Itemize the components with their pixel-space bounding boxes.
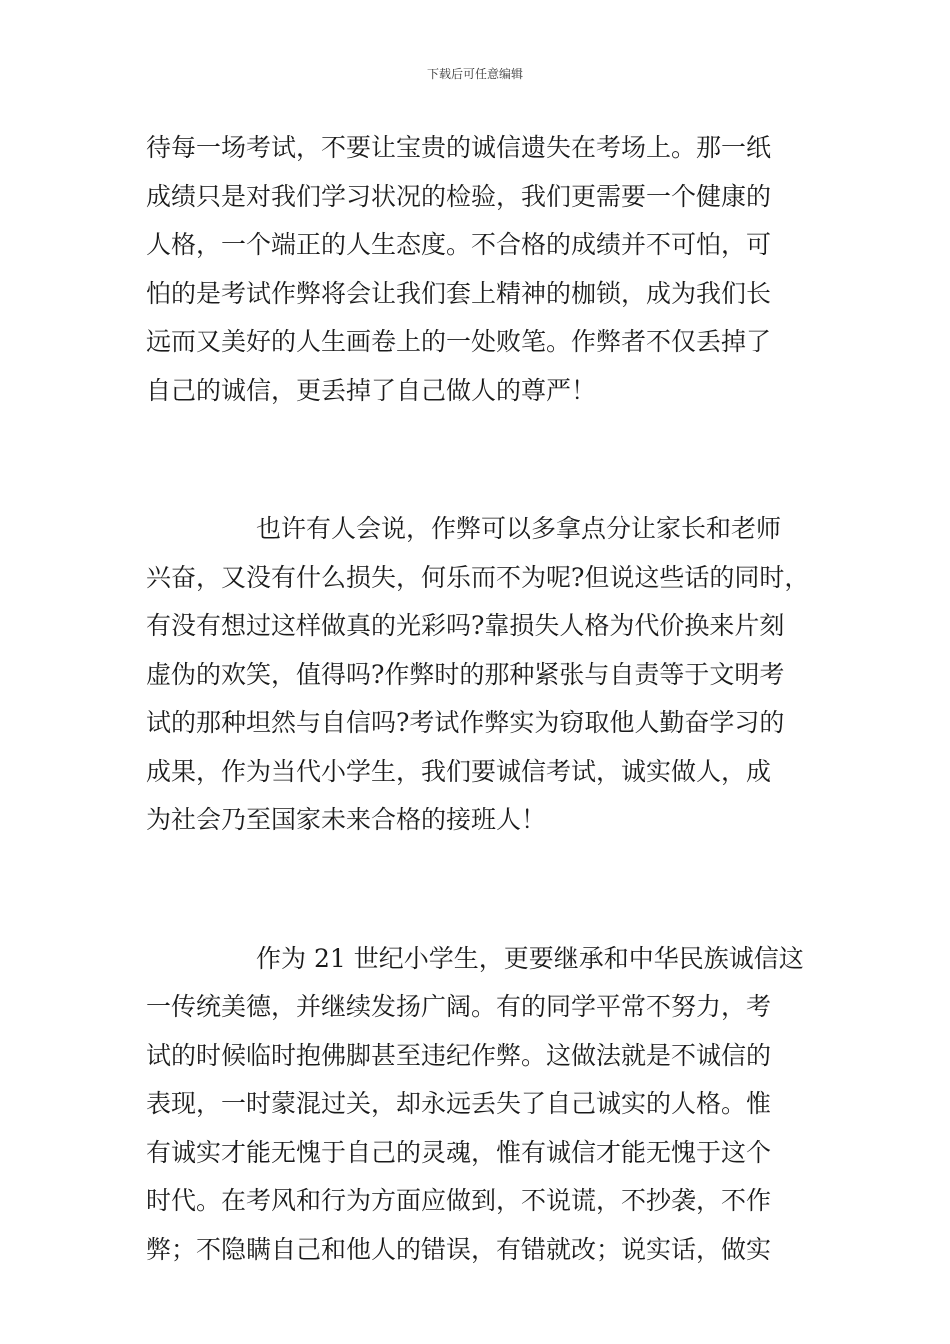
paragraph-3 xyxy=(146,935,806,1275)
text-line: 作为 21 世纪小学生，更要继承和中华民族诚信这 xyxy=(256,943,804,973)
paragraph-spacer xyxy=(146,845,806,935)
text-line: 人格，一个端正的人生态度。不合格的成绩并不可怕，可 xyxy=(146,230,772,259)
text-line: 待每一场考试，不要让宝贵的诚信遗失在考场上。那一纸 xyxy=(146,133,772,162)
page-header: 下载后可任意编辑 xyxy=(426,67,523,81)
text-line: 也许有人会说，作弊可以多拿点分让家长和老师 xyxy=(256,514,782,543)
text-line: 兴奋，又没有什么损失，何乐而不为呢?但说这些话的同时， xyxy=(146,562,810,592)
text-line: 自己的诚信，更丢掉了自己做人的尊严！ xyxy=(146,375,597,405)
text-line: 远而又美好的人生画卷上的一处败笔。作弊者不仅丢掉了 xyxy=(146,327,772,356)
text-line: 虚伪的欢笑，值得吗?作弊时的那种紧张与自责等于文明考 xyxy=(146,659,785,689)
text-line: 怕的是考试作弊将会让我们套上精神的枷锁，成为我们长 xyxy=(146,278,772,308)
text-line: 有没有想过这样做真的光彩吗?靠损失人格为代价换来片刻 xyxy=(146,611,785,640)
text-line: 成绩只是对我们学习状况的检验，我们更需要一个健康的 xyxy=(146,181,772,211)
text-line: 有诚实才能无愧于自己的灵魂，惟有诚信才能无愧于这个 xyxy=(146,1137,772,1167)
document-body xyxy=(146,124,810,1274)
paragraph-spacer xyxy=(146,415,806,505)
text-line: 试的那种坦然与自信吗?考试作弊实为窃取他人勤奋学习的 xyxy=(146,708,785,737)
text-line: 表现，一时蒙混过关，却永远丢失了自己诚实的人格。惟 xyxy=(146,1089,772,1118)
paragraph-1 xyxy=(146,124,806,415)
text-line: 一传统美德，并继续发扬广阔。有的同学平常不努力，考 xyxy=(146,992,772,1021)
paragraph-2 xyxy=(146,505,810,845)
text-line: 弊；不隐瞒自己和他人的错误，有错就改；说实话，做实 xyxy=(146,1234,772,1264)
text-line: 时代。在考风和行为方面应做到，不说谎，不抄袭，不作 xyxy=(146,1186,772,1215)
text-line: 试的时候临时抱佛脚甚至违纪作弊。这做法就是不诚信的 xyxy=(146,1040,772,1070)
text-line: 成果，作为当代小学生，我们要诚信考试，诚实做人，成 xyxy=(146,756,772,786)
text-line: 为社会乃至国家未来合格的接班人！ xyxy=(146,805,547,834)
